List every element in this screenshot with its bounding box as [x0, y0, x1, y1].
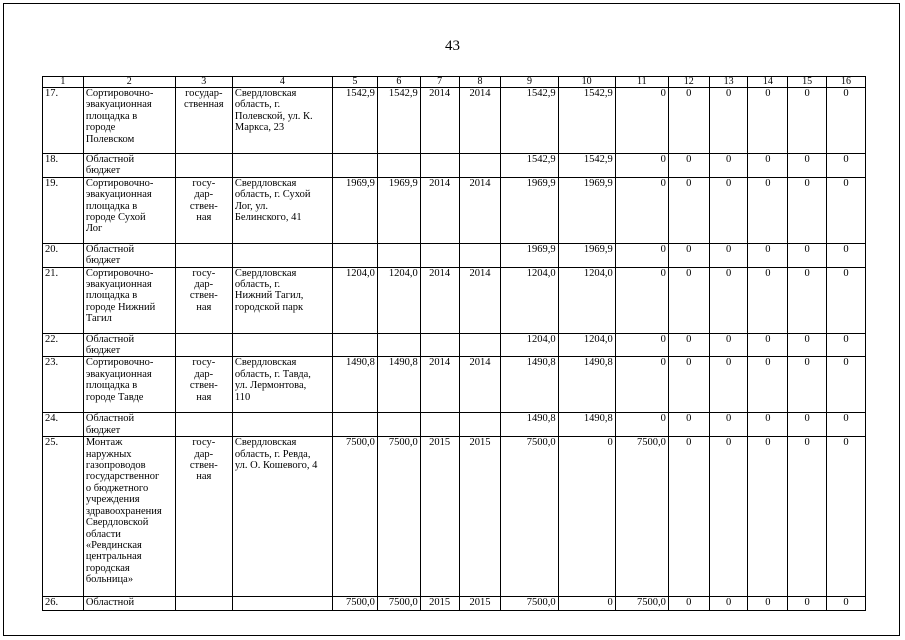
header-cell-15: 15: [788, 77, 827, 88]
cell-own: [175, 333, 232, 357]
cell-name: Областной: [83, 597, 175, 611]
cell-c9: 1969,9: [501, 243, 558, 267]
table-row: [43, 333, 866, 357]
cell-c14: 0: [748, 333, 788, 357]
header-cell-7: 7: [420, 77, 459, 88]
cell-c8: 2015: [459, 437, 501, 597]
cell-c5: [332, 413, 377, 437]
cell-c16: 0: [827, 267, 866, 333]
table-row: [43, 597, 866, 611]
cell-c5: 1204,0: [332, 267, 377, 333]
cell-addr: Свердловская область, г. Нижний Тагил, городской парк: [232, 267, 332, 333]
cell-c16: 0: [827, 357, 866, 413]
cell-c11: 0: [615, 357, 668, 413]
cell-n: 21.: [43, 267, 84, 333]
header-cell-3: 3: [175, 77, 232, 88]
cell-n: 20.: [43, 243, 84, 267]
table-row: [43, 177, 866, 243]
cell-c9: 1490,8: [501, 413, 558, 437]
cell-c12: 0: [668, 597, 709, 611]
cell-n: 18.: [43, 154, 84, 178]
cell-own: [175, 413, 232, 437]
table-row: [43, 154, 866, 178]
cell-name: Областной бюджет: [83, 413, 175, 437]
cell-c12: 0: [668, 333, 709, 357]
cell-c15: 0: [788, 413, 827, 437]
cell-c5: 1542,9: [332, 88, 377, 154]
cell-own: госу- дар- ствен- ная: [175, 357, 232, 413]
cell-c7: 2014: [420, 177, 459, 243]
cell-c10: 0: [558, 437, 615, 597]
cell-c7: 2014: [420, 267, 459, 333]
cell-own: госу- дар- ствен- ная: [175, 177, 232, 243]
cell-c6: 7500,0: [377, 597, 420, 611]
cell-c9: 1204,0: [501, 333, 558, 357]
cell-c13: 0: [709, 597, 748, 611]
cell-c15: 0: [788, 243, 827, 267]
cell-addr: Свердловская область, г. Тавда, ул. Лермонтова, 110: [232, 357, 332, 413]
cell-n: 24.: [43, 413, 84, 437]
header-cell-13: 13: [709, 77, 748, 88]
cell-c8: [459, 413, 501, 437]
header-cell-12: 12: [668, 77, 709, 88]
cell-c13: 0: [709, 357, 748, 413]
cell-c13: 0: [709, 154, 748, 178]
cell-c14: 0: [748, 154, 788, 178]
cell-c15: 0: [788, 88, 827, 154]
cell-c8: 2014: [459, 267, 501, 333]
cell-c12: 0: [668, 357, 709, 413]
header-cell-2: 2: [83, 77, 175, 88]
cell-n: 23.: [43, 357, 84, 413]
cell-c9: 1969,9: [501, 177, 558, 243]
cell-c13: 0: [709, 88, 748, 154]
cell-c9: 7500,0: [501, 597, 558, 611]
cell-c13: 0: [709, 243, 748, 267]
cell-c10: 1969,9: [558, 243, 615, 267]
page-number: 43: [445, 38, 460, 54]
cell-c6: 1969,9: [377, 177, 420, 243]
cell-own: [175, 597, 232, 611]
cell-c11: 0: [615, 413, 668, 437]
cell-c6: [377, 333, 420, 357]
cell-c11: 7500,0: [615, 597, 668, 611]
cell-c14: 0: [748, 357, 788, 413]
header-cell-16: 16: [827, 77, 866, 88]
cell-name: Сортировочно- эвакуационная площадка в городе Сухой Лог: [83, 177, 175, 243]
cell-own: [175, 243, 232, 267]
cell-c6: [377, 154, 420, 178]
cell-c6: 1542,9: [377, 88, 420, 154]
cell-c11: 0: [615, 177, 668, 243]
cell-c10: 1542,9: [558, 154, 615, 178]
cell-c16: 0: [827, 597, 866, 611]
cell-c5: 1490,8: [332, 357, 377, 413]
cell-addr: Свердловская область, г. Ревда, ул. О. Кошевого, 4: [232, 437, 332, 597]
cell-c8: 2014: [459, 357, 501, 413]
header-cell-5: 5: [332, 77, 377, 88]
cell-c10: 1490,8: [558, 413, 615, 437]
cell-c8: [459, 333, 501, 357]
header-row: [43, 77, 866, 88]
header-cell-4: 4: [232, 77, 332, 88]
header-cell-14: 14: [748, 77, 788, 88]
cell-c16: 0: [827, 243, 866, 267]
cell-c13: 0: [709, 437, 748, 597]
cell-c9: 1490,8: [501, 357, 558, 413]
cell-c7: [420, 333, 459, 357]
cell-c15: 0: [788, 357, 827, 413]
cell-c10: 1490,8: [558, 357, 615, 413]
cell-c6: [377, 413, 420, 437]
cell-n: 22.: [43, 333, 84, 357]
cell-c14: 0: [748, 88, 788, 154]
cell-c14: 0: [748, 437, 788, 597]
table-row: [43, 267, 866, 333]
cell-name: Сортировочно- эвакуационная площадка в городе Полевском: [83, 88, 175, 154]
cell-c15: 0: [788, 177, 827, 243]
cell-name: Сортировочно- эвакуационная площадка в городе Тавде: [83, 357, 175, 413]
cell-c14: 0: [748, 243, 788, 267]
cell-c12: 0: [668, 243, 709, 267]
header-cell-10: 10: [558, 77, 615, 88]
header-cell-9: 9: [501, 77, 558, 88]
cell-c6: 7500,0: [377, 437, 420, 597]
cell-c7: 2015: [420, 437, 459, 597]
table-row: [43, 88, 866, 154]
cell-c9: 7500,0: [501, 437, 558, 597]
cell-c16: 0: [827, 177, 866, 243]
cell-addr: [232, 413, 332, 437]
cell-c16: 0: [827, 413, 866, 437]
cell-c8: [459, 154, 501, 178]
cell-c14: 0: [748, 267, 788, 333]
cell-c7: 2014: [420, 357, 459, 413]
cell-c5: [332, 243, 377, 267]
cell-c16: 0: [827, 154, 866, 178]
table-row: [43, 413, 866, 437]
cell-c16: 0: [827, 333, 866, 357]
cell-c8: 2014: [459, 88, 501, 154]
cell-c12: 0: [668, 177, 709, 243]
cell-c11: 0: [615, 243, 668, 267]
cell-c15: 0: [788, 267, 827, 333]
cell-own: [175, 154, 232, 178]
cell-addr: [232, 333, 332, 357]
cell-own: госу- дар- ствен- ная: [175, 267, 232, 333]
cell-c11: 7500,0: [615, 437, 668, 597]
cell-name: Областной бюджет: [83, 154, 175, 178]
cell-c6: [377, 243, 420, 267]
cell-c5: 1969,9: [332, 177, 377, 243]
cell-n: 26.: [43, 597, 84, 611]
cell-c7: 2015: [420, 597, 459, 611]
cell-c10: 1204,0: [558, 267, 615, 333]
cell-c11: 0: [615, 333, 668, 357]
cell-name: Монтаж наружных газопроводов государственног о бюджетного учреждения здравоохранения Свердловской области «Ревдинская центральная городская больница»: [83, 437, 175, 597]
cell-c5: [332, 154, 377, 178]
cell-c13: 0: [709, 267, 748, 333]
cell-c14: 0: [748, 177, 788, 243]
cell-c10: 1204,0: [558, 333, 615, 357]
cell-n: 19.: [43, 177, 84, 243]
table-row: [43, 357, 866, 413]
cell-c7: 2014: [420, 88, 459, 154]
cell-c11: 0: [615, 267, 668, 333]
header-cell-6: 6: [377, 77, 420, 88]
cell-name: Сортировочно- эвакуационная площадка в городе Нижний Тагил: [83, 267, 175, 333]
cell-n: 25.: [43, 437, 84, 597]
cell-c15: 0: [788, 333, 827, 357]
cell-addr: [232, 597, 332, 611]
cell-c10: 0: [558, 597, 615, 611]
cell-c16: 0: [827, 437, 866, 597]
table-row: [43, 243, 866, 267]
cell-addr: Свердловская область, г. Полевской, ул. К. Маркса, 23: [232, 88, 332, 154]
cell-c14: 0: [748, 597, 788, 611]
cell-c7: [420, 243, 459, 267]
cell-c10: 1542,9: [558, 88, 615, 154]
cell-addr: [232, 154, 332, 178]
cell-c9: 1542,9: [501, 154, 558, 178]
program-table: [42, 76, 866, 611]
cell-own: государ- ственная: [175, 88, 232, 154]
cell-c16: 0: [827, 88, 866, 154]
cell-c8: [459, 243, 501, 267]
cell-c14: 0: [748, 413, 788, 437]
cell-c12: 0: [668, 88, 709, 154]
cell-c11: 0: [615, 154, 668, 178]
cell-c11: 0: [615, 88, 668, 154]
cell-c12: 0: [668, 267, 709, 333]
cell-c8: 2015: [459, 597, 501, 611]
cell-c15: 0: [788, 154, 827, 178]
cell-c5: 7500,0: [332, 597, 377, 611]
cell-c13: 0: [709, 413, 748, 437]
cell-name: Областной бюджет: [83, 243, 175, 267]
cell-c12: 0: [668, 154, 709, 178]
cell-n: 17.: [43, 88, 84, 154]
cell-c6: 1204,0: [377, 267, 420, 333]
header-cell-11: 11: [615, 77, 668, 88]
cell-c7: [420, 413, 459, 437]
cell-c6: 1490,8: [377, 357, 420, 413]
cell-c10: 1969,9: [558, 177, 615, 243]
cell-addr: [232, 243, 332, 267]
cell-c12: 0: [668, 437, 709, 597]
cell-c8: 2014: [459, 177, 501, 243]
cell-c5: [332, 333, 377, 357]
cell-c5: 7500,0: [332, 437, 377, 597]
cell-c13: 0: [709, 177, 748, 243]
cell-c15: 0: [788, 437, 827, 597]
cell-c15: 0: [788, 597, 827, 611]
cell-addr: Свердловская область, г. Сухой Лог, ул. Белинского, 41: [232, 177, 332, 243]
cell-c13: 0: [709, 333, 748, 357]
cell-c9: 1542,9: [501, 88, 558, 154]
cell-name: Областной бюджет: [83, 333, 175, 357]
cell-own: госу- дар- ствен- ная: [175, 437, 232, 597]
cell-c7: [420, 154, 459, 178]
table-row: [43, 437, 866, 597]
cell-c12: 0: [668, 413, 709, 437]
header-cell-8: 8: [459, 77, 501, 88]
cell-c9: 1204,0: [501, 267, 558, 333]
header-cell-1: 1: [43, 77, 84, 88]
